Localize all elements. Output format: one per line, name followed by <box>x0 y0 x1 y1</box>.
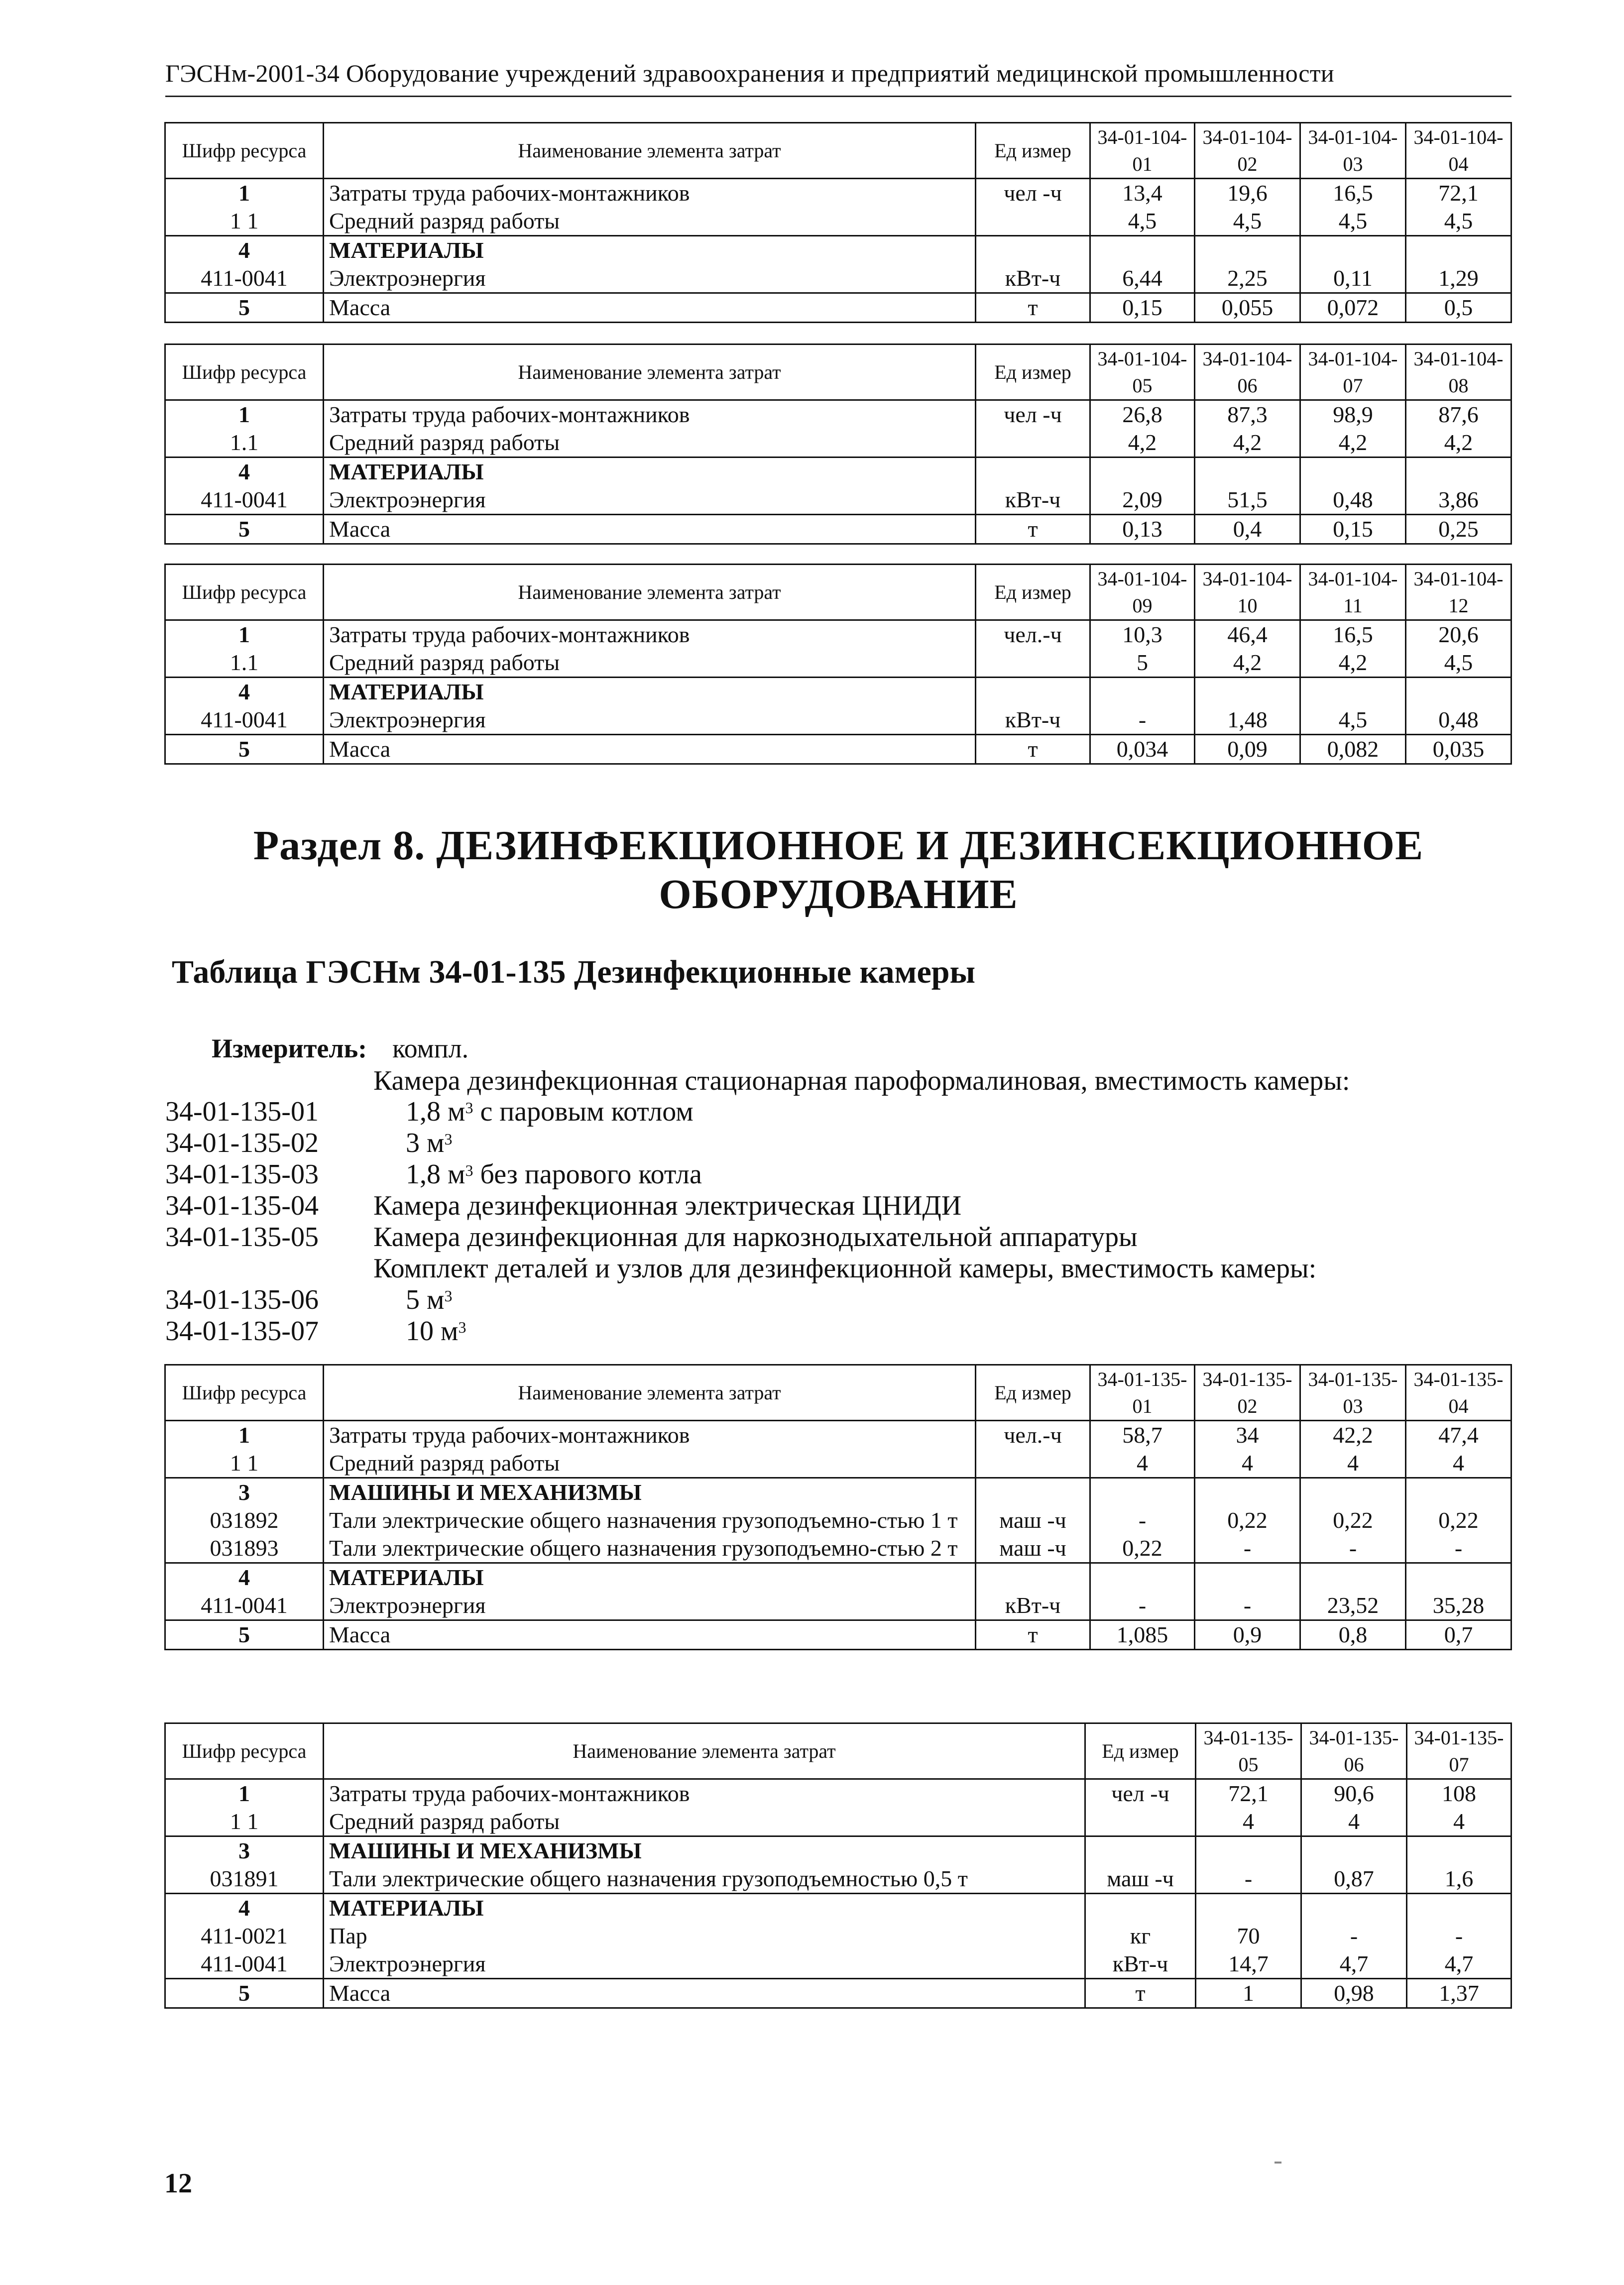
resource-code: 1 <box>165 179 324 208</box>
unit-cell: маш -ч <box>976 1534 1090 1563</box>
resource-code: 4 <box>165 678 324 706</box>
resource-code: 5 <box>165 1620 324 1650</box>
value-cell: 0,082 <box>1300 735 1406 764</box>
value-cell: 4,5 <box>1300 706 1406 735</box>
resource-code: 1 1 <box>165 1808 324 1836</box>
col-header-norm: 34-01-135-07 <box>1407 1723 1511 1779</box>
cost-element-name: Пар <box>324 1922 1085 1950</box>
value-cell <box>1300 1563 1406 1592</box>
value-cell <box>1196 1836 1301 1865</box>
norm-code: 34-01-135-07 <box>165 1316 319 1347</box>
resource-code: 411-0021 <box>165 1922 324 1950</box>
value-cell <box>1300 236 1406 265</box>
value-cell: 47,4 <box>1406 1421 1511 1450</box>
value-cell: 1,6 <box>1407 1865 1511 1894</box>
value-cell: 72,1 <box>1406 179 1511 208</box>
value-cell: 2,09 <box>1090 486 1195 515</box>
norm-description: Камера дезинфекционная электрическая ЦНИДИ <box>373 1190 962 1221</box>
section-title: Раздел 8. ДЕЗИНФЕКЦИОННОЕ И ДЕЗИНСЕКЦИОННОЕ ОБОРУДОВАНИЕ <box>253 822 1424 917</box>
cost-element-name: Средний разряд работы <box>324 649 976 678</box>
value-cell <box>1090 678 1195 706</box>
unit-cell: чел.-ч <box>976 620 1090 649</box>
value-cell <box>1406 457 1511 486</box>
value-cell: 46,4 <box>1195 620 1300 649</box>
col-header-norm: 34-01-104-04 <box>1406 123 1511 179</box>
col-header-code: Шифр ресурса <box>165 344 324 400</box>
value-cell: 5 <box>1090 649 1195 678</box>
value-cell: 4,7 <box>1407 1950 1511 1979</box>
norm-description: 10 $м^3$ <box>406 1316 466 1347</box>
unit-cell: чел -ч <box>1085 1779 1196 1808</box>
value-cell: 16,5 <box>1300 620 1406 649</box>
col-header-name: Наименование элемента затрат <box>324 344 976 400</box>
cost-element-name: Средний разряд работы <box>324 429 976 457</box>
measure-value: компл. <box>392 1033 469 1063</box>
unit-cell <box>1085 1894 1196 1923</box>
col-header-norm: 34-01-104-08 <box>1406 344 1511 400</box>
col-header-name: Наименование элемента затрат <box>324 565 976 620</box>
cost-element-name: Электроэнергия <box>324 1950 1085 1979</box>
value-cell: 0,11 <box>1300 264 1406 293</box>
value-cell: 35,28 <box>1406 1592 1511 1620</box>
unit-cell: маш -ч <box>1085 1865 1196 1894</box>
resource-code: 411-0041 <box>165 264 324 293</box>
col-header-norm: 34-01-104-10 <box>1195 565 1300 620</box>
col-header-norm: 34-01-135-01 <box>1090 1365 1195 1421</box>
col-header-code: Шифр ресурса <box>165 123 324 179</box>
cost-table-104-01-04 <box>164 122 1512 323</box>
measure-line <box>212 1033 468 1064</box>
value-cell: 0,072 <box>1300 293 1406 323</box>
value-cell <box>1195 1478 1300 1507</box>
value-cell: 6,44 <box>1090 264 1195 293</box>
group-heading: МАШИНЫ И МЕХАНИЗМЫ <box>324 1836 1085 1865</box>
norm-description: 1,8 $м^3$ без парового котла <box>406 1159 702 1190</box>
resource-code: 1.1 <box>165 429 324 457</box>
value-cell: 1,48 <box>1195 706 1300 735</box>
cost-element-name: Затраты труда рабочих-монтажников <box>324 1779 1085 1808</box>
header-rule <box>165 96 1511 97</box>
col-header-code: Шифр ресурса <box>165 1365 324 1421</box>
value-cell: 0,87 <box>1301 1865 1407 1894</box>
value-cell: 10,3 <box>1090 620 1195 649</box>
cost-element-name: Средний разряд работы <box>324 207 976 236</box>
cost-element-name: Затраты труда рабочих-монтажников <box>324 400 976 429</box>
unit-cell: кВт-ч <box>1085 1950 1196 1979</box>
cost-element-name: Масса <box>324 1979 1085 2008</box>
cost-element-name: Средний разряд работы <box>324 1808 1085 1836</box>
norm-description: 5 $м^3$ <box>406 1284 453 1315</box>
col-header-code: Шифр ресурса <box>165 565 324 620</box>
col-header-unit: Ед измер <box>976 123 1090 179</box>
value-cell: 13,4 <box>1090 179 1195 208</box>
cost-element-name: Средний разряд работы <box>324 1449 976 1478</box>
cost-element-name: Затраты труда рабочих-монтажников <box>324 179 976 208</box>
value-cell <box>1195 457 1300 486</box>
value-cell <box>1300 1478 1406 1507</box>
resource-code: 4 <box>165 1563 324 1592</box>
cost-element-name: Затраты труда рабочих-монтажников <box>324 620 976 649</box>
value-cell: 0,22 <box>1090 1534 1195 1563</box>
cost-element-name: Масса <box>324 515 976 544</box>
value-cell <box>1406 1478 1511 1507</box>
cost-element-name: Масса <box>324 1620 976 1650</box>
value-cell: 1,085 <box>1090 1620 1195 1650</box>
running-header: ГЭСНм-2001-34 Оборудование учреждений здравоохранения и предприятий медицинской промышленности <box>165 59 1334 87</box>
value-cell: 16,5 <box>1300 179 1406 208</box>
value-cell: 0,9 <box>1195 1620 1300 1650</box>
value-cell: 4,5 <box>1195 207 1300 236</box>
value-cell: - <box>1090 706 1195 735</box>
resource-code: 411-0041 <box>165 706 324 735</box>
col-header-norm: 34-01-135-05 <box>1196 1723 1301 1779</box>
resource-code: 4 <box>165 1894 324 1923</box>
col-header-unit: Ед измер <box>1085 1723 1196 1779</box>
unit-cell <box>976 236 1090 265</box>
value-cell: - <box>1195 1534 1300 1563</box>
value-cell: 1,37 <box>1407 1979 1511 2008</box>
value-cell: - <box>1301 1922 1407 1950</box>
value-cell <box>1406 1563 1511 1592</box>
col-header-norm: 34-01-104-11 <box>1300 565 1406 620</box>
table-title: Таблица ГЭСНм 34-01-135 Дезинфекционные камеры <box>172 954 976 990</box>
value-cell: 4,5 <box>1406 207 1511 236</box>
value-cell: 3,86 <box>1406 486 1511 515</box>
unit-cell: чел -ч <box>976 400 1090 429</box>
value-cell: - <box>1407 1922 1511 1950</box>
value-cell <box>1301 1894 1407 1923</box>
value-cell: 0,5 <box>1406 293 1511 323</box>
value-cell: 0,22 <box>1406 1506 1511 1534</box>
unit-cell: т <box>1085 1979 1196 2008</box>
value-cell <box>1301 1836 1407 1865</box>
col-header-norm: 34-01-104-07 <box>1300 344 1406 400</box>
unit-cell: т <box>976 735 1090 764</box>
value-cell <box>1090 457 1195 486</box>
col-header-norm: 34-01-104-02 <box>1195 123 1300 179</box>
norm-description: Камера дезинфекционная для наркознодыхательной аппаратуры <box>373 1222 1138 1253</box>
value-cell <box>1090 1563 1195 1592</box>
col-header-norm: 34-01-104-03 <box>1300 123 1406 179</box>
value-cell <box>1195 678 1300 706</box>
value-cell: 2,25 <box>1195 264 1300 293</box>
col-header-unit: Ед измер <box>976 344 1090 400</box>
value-cell: 26,8 <box>1090 400 1195 429</box>
value-cell <box>1090 1478 1195 1507</box>
col-header-name: Наименование элемента затрат <box>324 123 976 179</box>
value-cell: 1,29 <box>1406 264 1511 293</box>
cost-element-name: Тали электрические общего назначения грузоподъемно-стью 2 т <box>324 1534 976 1563</box>
value-cell: 42,2 <box>1300 1421 1406 1450</box>
unit-cell: маш -ч <box>976 1506 1090 1534</box>
norm-description: 3 $м^3$ <box>406 1128 453 1158</box>
resource-code: 1 <box>165 1779 324 1808</box>
value-cell: 87,3 <box>1195 400 1300 429</box>
unit-cell: чел -ч <box>976 179 1090 208</box>
unit-cell <box>976 1478 1090 1507</box>
cost-table-104-05-08 <box>164 343 1512 545</box>
resource-code: 031892 <box>165 1506 324 1534</box>
norm-code: 34-01-135-06 <box>165 1284 319 1315</box>
resource-code: 1 1 <box>165 1449 324 1478</box>
col-header-norm: 34-01-135-02 <box>1195 1365 1300 1421</box>
value-cell: 4,5 <box>1406 649 1511 678</box>
col-header-norm: 34-01-135-03 <box>1300 1365 1406 1421</box>
value-cell: 0,8 <box>1300 1620 1406 1650</box>
norm-description: 1,8 $м^3$ с паровым котлом <box>406 1096 694 1127</box>
resource-code: 4 <box>165 457 324 486</box>
value-cell: 0,48 <box>1406 706 1511 735</box>
unit-cell <box>976 207 1090 236</box>
value-cell: - <box>1090 1506 1195 1534</box>
unit-cell: т <box>976 515 1090 544</box>
value-cell: 4 <box>1090 1449 1195 1478</box>
norm-code: 34-01-135-04 <box>165 1190 319 1221</box>
resource-code: 1 <box>165 1421 324 1450</box>
cost-table-135-01-04 <box>164 1364 1512 1650</box>
value-cell: 0,055 <box>1195 293 1300 323</box>
col-header-unit: Ед измер <box>976 565 1090 620</box>
cost-table-135-05-07 <box>164 1722 1512 2009</box>
cost-element-name: Тали электрические общего назначения грузоподъемностью 0,5 т <box>324 1865 1085 1894</box>
value-cell: 70 <box>1196 1922 1301 1950</box>
value-cell: 72,1 <box>1196 1779 1301 1808</box>
unit-cell: кВт-ч <box>976 706 1090 735</box>
resource-code: 5 <box>165 1979 324 2008</box>
value-cell: - <box>1300 1534 1406 1563</box>
page-number: 12 <box>164 2168 192 2199</box>
resource-code: 411-0041 <box>165 486 324 515</box>
value-cell: 20,6 <box>1406 620 1511 649</box>
norm-code: 34-01-135-01 <box>165 1096 319 1127</box>
resource-code: 3 <box>165 1836 324 1865</box>
value-cell: 4 <box>1407 1808 1511 1836</box>
group-heading: МАТЕРИАЛЫ <box>324 1563 976 1592</box>
resource-code: 1.1 <box>165 649 324 678</box>
value-cell: 0,035 <box>1406 735 1511 764</box>
value-cell: 4,2 <box>1300 429 1406 457</box>
unit-cell: чел.-ч <box>976 1421 1090 1450</box>
value-cell: 4 <box>1406 1449 1511 1478</box>
norm-code: 34-01-135-03 <box>165 1159 319 1190</box>
value-cell <box>1406 678 1511 706</box>
resource-code: 1 <box>165 620 324 649</box>
value-cell <box>1407 1894 1511 1923</box>
group-heading: МАШИНЫ И МЕХАНИЗМЫ <box>324 1478 976 1507</box>
value-cell: 0,22 <box>1195 1506 1300 1534</box>
value-cell: - <box>1090 1592 1195 1620</box>
norm-code: 34-01-135-05 <box>165 1222 319 1253</box>
col-header-norm: 34-01-135-04 <box>1406 1365 1511 1421</box>
value-cell <box>1090 236 1195 265</box>
value-cell <box>1195 1563 1300 1592</box>
unit-cell: т <box>976 1620 1090 1650</box>
value-cell: 0,48 <box>1300 486 1406 515</box>
value-cell: 0,034 <box>1090 735 1195 764</box>
unit-cell <box>976 678 1090 706</box>
unit-cell <box>1085 1808 1196 1836</box>
cost-element-name: Электроэнергия <box>324 264 976 293</box>
resource-code: 1 <box>165 400 324 429</box>
cost-element-name: Затраты труда рабочих-монтажников <box>324 1421 976 1450</box>
col-header-norm: 34-01-104-06 <box>1195 344 1300 400</box>
value-cell: 87,6 <box>1406 400 1511 429</box>
col-header-norm: 34-01-104-05 <box>1090 344 1195 400</box>
value-cell: 4,2 <box>1090 429 1195 457</box>
col-header-norm: 34-01-104-01 <box>1090 123 1195 179</box>
value-cell: 34 <box>1195 1421 1300 1450</box>
value-cell: 1 <box>1196 1979 1301 2008</box>
unit-cell: кВт-ч <box>976 264 1090 293</box>
col-header-name: Наименование элемента затрат <box>324 1365 976 1421</box>
value-cell: 4,2 <box>1195 649 1300 678</box>
unit-cell: т <box>976 293 1090 323</box>
unit-cell: кВт-ч <box>976 1592 1090 1620</box>
unit-cell <box>976 1563 1090 1592</box>
value-cell <box>1300 678 1406 706</box>
value-cell <box>1196 1894 1301 1923</box>
unit-cell <box>1085 1836 1196 1865</box>
value-cell: 0,7 <box>1406 1620 1511 1650</box>
value-cell: 23,52 <box>1300 1592 1406 1620</box>
value-cell: 0,22 <box>1300 1506 1406 1534</box>
value-cell <box>1195 236 1300 265</box>
unit-cell: кг <box>1085 1922 1196 1950</box>
resource-code: 031893 <box>165 1534 324 1563</box>
cost-table-104-09-12 <box>164 564 1512 765</box>
value-cell: 51,5 <box>1195 486 1300 515</box>
group-heading: МАТЕРИАЛЫ <box>324 1894 1085 1923</box>
value-cell: 4 <box>1300 1449 1406 1478</box>
value-cell: 90,6 <box>1301 1779 1407 1808</box>
value-cell: - <box>1196 1865 1301 1894</box>
value-cell: 4,7 <box>1301 1950 1407 1979</box>
value-cell: 4,5 <box>1300 207 1406 236</box>
resource-code: 411-0041 <box>165 1592 324 1620</box>
cost-element-name: Тали электрические общего назначения грузоподъемно-стью 1 т <box>324 1506 976 1534</box>
value-cell: 0,13 <box>1090 515 1195 544</box>
resource-code: 411-0041 <box>165 1950 324 1979</box>
col-header-norm: 34-01-135-06 <box>1301 1723 1407 1779</box>
resource-code: 4 <box>165 236 324 265</box>
measure-label: Измеритель: <box>212 1033 367 1063</box>
col-header-unit: Ед измер <box>976 1365 1090 1421</box>
group-heading: МАТЕРИАЛЫ <box>324 457 976 486</box>
value-cell: 0,09 <box>1195 735 1300 764</box>
value-cell: 4,5 <box>1090 207 1195 236</box>
value-cell: 19,6 <box>1195 179 1300 208</box>
value-cell: 0,98 <box>1301 1979 1407 2008</box>
value-cell: 0,15 <box>1090 293 1195 323</box>
col-header-code: Шифр ресурса <box>165 1723 324 1779</box>
resource-code: 5 <box>165 735 324 764</box>
value-cell: 4 <box>1195 1449 1300 1478</box>
codes-intro-chamber: Камера дезинфекционная стационарная пароформалиновая, вместимость камеры: <box>373 1065 1350 1096</box>
value-cell: 0,4 <box>1195 515 1300 544</box>
scan-speck <box>1275 2162 1281 2164</box>
col-header-norm: 34-01-104-12 <box>1406 565 1511 620</box>
value-cell: - <box>1195 1592 1300 1620</box>
value-cell: 58,7 <box>1090 1421 1195 1450</box>
norm-code: 34-01-135-02 <box>165 1128 319 1158</box>
unit-cell <box>976 429 1090 457</box>
cost-element-name: Электроэнергия <box>324 1592 976 1620</box>
resource-code: 1 1 <box>165 207 324 236</box>
group-heading: МАТЕРИАЛЫ <box>324 678 976 706</box>
value-cell <box>1300 457 1406 486</box>
value-cell <box>1406 236 1511 265</box>
resource-code: 3 <box>165 1478 324 1507</box>
value-cell <box>1407 1836 1511 1865</box>
unit-cell <box>976 457 1090 486</box>
resource-code: 031891 <box>165 1865 324 1894</box>
value-cell: 0,15 <box>1300 515 1406 544</box>
group-heading: МАТЕРИАЛЫ <box>324 236 976 265</box>
resource-code: 5 <box>165 293 324 323</box>
value-cell: 4 <box>1301 1808 1407 1836</box>
unit-cell: кВт-ч <box>976 486 1090 515</box>
col-header-norm: 34-01-104-09 <box>1090 565 1195 620</box>
value-cell: 4 <box>1196 1808 1301 1836</box>
unit-cell <box>976 649 1090 678</box>
value-cell: 98,9 <box>1300 400 1406 429</box>
cost-element-name: Масса <box>324 735 976 764</box>
value-cell: 4,2 <box>1300 649 1406 678</box>
value-cell: 4,2 <box>1406 429 1511 457</box>
cost-element-name: Электроэнергия <box>324 486 976 515</box>
col-header-name: Наименование элемента затрат <box>324 1723 1085 1779</box>
value-cell: - <box>1406 1534 1511 1563</box>
value-cell: 0,25 <box>1406 515 1511 544</box>
cost-element-name: Электроэнергия <box>324 706 976 735</box>
resource-code: 5 <box>165 515 324 544</box>
codes-intro-kit: Комплект деталей и узлов для дезинфекционной камеры, вместимость камеры: <box>373 1253 1317 1284</box>
unit-cell <box>976 1449 1090 1478</box>
value-cell: 108 <box>1407 1779 1511 1808</box>
value-cell: 4,2 <box>1195 429 1300 457</box>
cost-element-name: Масса <box>324 293 976 323</box>
value-cell: 14,7 <box>1196 1950 1301 1979</box>
